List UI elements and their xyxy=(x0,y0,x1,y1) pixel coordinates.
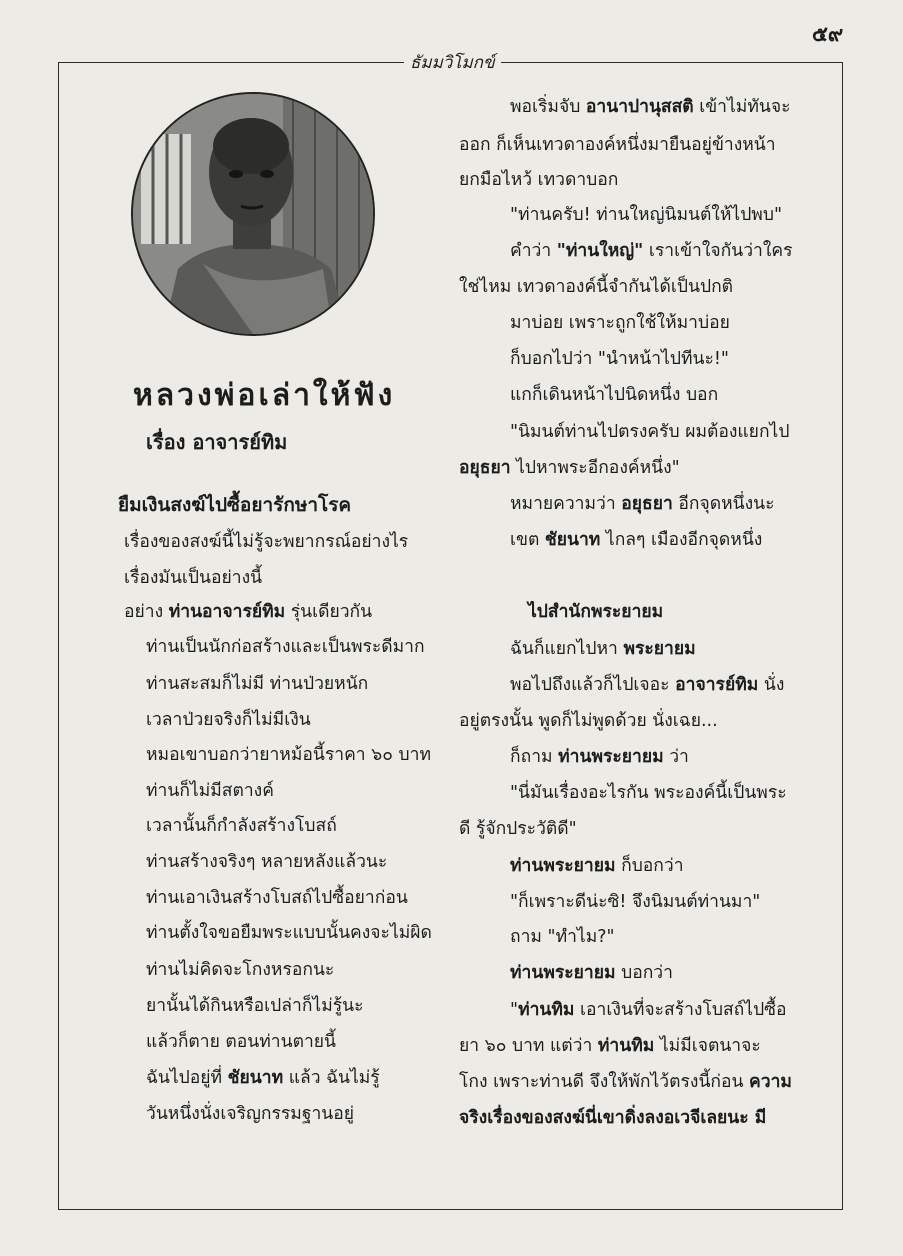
text-run: "นิมนต์ท่านไปตรงครับ ผมต้องแยกไป xyxy=(510,422,790,442)
text-run: ยกมือไหว้ เทวดาบอก xyxy=(459,170,619,190)
bold-term: ท่านพระยายม xyxy=(558,747,664,767)
text-run: "ท่านครับ! ท่านใหญ่นิมนต์ให้ไปพบ" xyxy=(510,205,782,225)
left-column-line xyxy=(124,597,372,625)
text-run: บอกว่า xyxy=(615,963,673,983)
bold-term: ชัยนาท xyxy=(227,1068,284,1088)
bold-term: ท่านอาจารย์ทิม xyxy=(168,602,286,622)
right-column-line xyxy=(459,453,680,481)
right-column-line xyxy=(510,958,673,986)
left-column-line xyxy=(124,527,408,555)
left-column-line xyxy=(146,1063,380,1091)
right-column-line xyxy=(510,887,760,915)
text-run: ยานั้นได้กินหรือเปล่าก็ไม่รู้นะ xyxy=(146,996,364,1016)
left-column-line xyxy=(146,1027,336,1055)
left-column-line xyxy=(124,563,262,591)
bold-term: ความ xyxy=(749,1072,792,1092)
bold-term: ท่านทิม xyxy=(518,1000,575,1020)
text-run: มาบ่อย เพราะถูกใช้ให้มาบ่อย xyxy=(510,313,730,333)
left-column-line xyxy=(146,847,387,875)
text-run: ไปหาพระอีกองค์หนึ่ง" xyxy=(510,458,680,478)
text-run: ไม่มีเจตนาจะ xyxy=(654,1036,761,1056)
right-column-line xyxy=(528,597,663,625)
bold-term: อยุธยา xyxy=(621,494,673,514)
text-run: ว่า xyxy=(663,747,689,767)
text-run: ก็บอกไปว่า "นำหน้าไปทีนะ!" xyxy=(510,349,729,369)
text-run: พอไปถึงแล้วก็ไปเจอะ xyxy=(510,675,676,695)
right-column-line xyxy=(459,1031,761,1059)
right-column-line xyxy=(510,308,730,336)
text-run: "นี่มันเรื่องอะไรกัน พระองค์นี้เป็นพระ xyxy=(510,783,787,803)
right-column-line xyxy=(510,236,793,264)
left-column-line xyxy=(146,632,425,660)
text-run: ถาม "ทำไม?" xyxy=(510,927,615,947)
text-run: ท่านไม่คิดจะโกงหรอกนะ xyxy=(146,960,335,980)
text-run: แล้วก็ตาย ตอนท่านตายนี้ xyxy=(146,1032,337,1052)
text-run: พอเริ่มจับ xyxy=(510,97,586,117)
bold-term: อาจารย์ทิม xyxy=(675,675,759,695)
subject-heading: เรื่อง อาจารย์ทิม xyxy=(146,430,288,454)
right-column-line xyxy=(510,417,789,445)
text-run: เอาเงินที่จะสร้างโบสถ์ไปซื้อ xyxy=(574,1000,787,1020)
left-column-line xyxy=(146,776,274,804)
text-run: ดี รู้จักประวัติดี" xyxy=(459,819,577,839)
left-column-line xyxy=(146,918,432,946)
text-run: ก็ถาม xyxy=(510,747,559,767)
bold-term: ท่านทิม xyxy=(597,1036,655,1056)
right-column-line xyxy=(510,344,729,372)
right-column-line xyxy=(510,995,787,1023)
right-column-line xyxy=(510,742,689,770)
right-column-line xyxy=(510,525,762,553)
text-run: รุ่นเดียวกัน xyxy=(285,602,373,622)
text-run: เขต xyxy=(510,530,545,550)
text-run: ท่านเป็นนักก่อสร้างและเป็นพระดีมาก xyxy=(146,637,425,657)
text-run: เรื่องของสงฆ์นี้ไม่รู้จะพยากรณ์อย่างไร xyxy=(124,532,409,552)
text-run: ฉันก็แยกไปหา xyxy=(510,639,624,659)
right-column-line xyxy=(510,922,615,950)
text-run: ท่านตั้งใจขอยืมพระแบบนั้นคงจะไม่ผิด xyxy=(146,923,432,943)
text-run: คำว่า xyxy=(510,241,557,261)
text-run: วันหนึ่งนั่งเจริญกรรมฐานอยู่ xyxy=(146,1104,355,1124)
text-run: หมอเขาบอกว่ายาหม้อนี้ราคา ๖๐ บาท xyxy=(146,745,431,765)
right-column-line xyxy=(510,380,718,408)
right-column-line xyxy=(459,814,577,842)
left-column-line xyxy=(146,669,368,697)
text-run: ท่านเอาเงินสร้างโบสถ์ไปซื้อยาก่อน xyxy=(146,888,408,908)
right-column-line xyxy=(459,1103,766,1131)
text-run: ท่านก็ไม่มีสตางค์ xyxy=(146,781,274,801)
text-run: หมายความว่า xyxy=(510,494,622,514)
text-run: ยา ๖๐ บาท แต่ว่า xyxy=(459,1036,598,1056)
text-run: นั่ง xyxy=(758,675,785,695)
left-column-line xyxy=(146,955,334,983)
text-run: ฉันไปอยู่ที่ xyxy=(146,1068,228,1088)
text-run: เวลานั้นก็กำลังสร้างโบสถ์ xyxy=(146,816,337,836)
running-header: ธัมมวิโมกข์ xyxy=(404,49,501,76)
left-column-line xyxy=(146,811,337,839)
right-column-line xyxy=(510,851,684,879)
text-run: ท่านสะสมก็ไม่มี ท่านป่วยหนัก xyxy=(146,674,369,694)
text-run: อยู่ตรงนั้น พูดก็ไม่พูดด้วย นั่งเฉย... xyxy=(459,711,718,731)
bold-term: "ท่านใหญ่" xyxy=(556,241,644,261)
text-run: "ก็เพราะดีน่ะซิ! จึงนิมนต์ท่านมา" xyxy=(510,892,761,912)
text-run: อย่าง xyxy=(124,602,169,622)
story-title: หลวงพ่อเล่าให้ฟัง xyxy=(133,378,396,413)
right-column-line xyxy=(510,200,782,228)
bold-term: ท่านพระยายม xyxy=(510,963,616,983)
monk-portrait-photo xyxy=(131,92,375,336)
text-run: เวลาป่วยจริงก็ไม่มีเงิน xyxy=(146,710,311,730)
right-column-line xyxy=(459,272,733,300)
text-run: เรื่องมันเป็นอย่างนี้ xyxy=(124,568,263,588)
text-run: แล้ว ฉันไม่รู้ xyxy=(283,1068,380,1088)
text-run: ท่านสร้างจริงๆ หลายหลังแล้วนะ xyxy=(146,852,388,872)
left-column-line xyxy=(146,740,431,768)
text-run: ไกลๆ เมืองอีกจุดหนึ่ง xyxy=(600,530,763,550)
bold-term: อยุธยา xyxy=(459,458,511,478)
text-run: " xyxy=(510,1000,519,1020)
text-run: อีกจุดหนึ่งนะ xyxy=(672,494,775,514)
text-run: แกก็เดินหน้าไปนิดหนึ่ง บอก xyxy=(510,385,719,405)
right-column-line xyxy=(459,130,776,158)
left-column-line xyxy=(146,883,408,911)
bold-term: ท่านพระยายม xyxy=(510,856,616,876)
left-column-line xyxy=(146,705,311,733)
right-column-line xyxy=(510,670,784,698)
right-column-line xyxy=(510,92,790,120)
right-column-line xyxy=(459,1067,792,1095)
bold-term: ชัยนาท xyxy=(544,530,601,550)
text-run: โกง เพราะท่านดี จึงให้พักไว้ตรงนี้ก่อน xyxy=(459,1072,750,1092)
right-column-line xyxy=(459,165,618,193)
right-column-line xyxy=(510,489,775,517)
left-column-line xyxy=(146,1099,354,1127)
right-column-line xyxy=(510,634,696,662)
text-run: ก็บอกว่า xyxy=(615,856,684,876)
right-column-line xyxy=(459,706,718,734)
text-run: ใช่ไหม เทวดาองค์นี้จำกันได้เป็นปกติ xyxy=(459,277,734,297)
page-number: ๕๙ xyxy=(812,22,844,46)
text-run: เข้าไม่ทันจะ xyxy=(693,97,791,117)
bold-term: ไปสำนักพระยายม xyxy=(528,602,664,622)
left-column-line xyxy=(146,991,364,1019)
right-column-line xyxy=(510,778,787,806)
text-run: เราเข้าใจกันว่าใคร xyxy=(643,241,793,261)
section-subheading: ยืมเงินสงฆ์ไปซื้อยารักษาโรค xyxy=(118,494,352,516)
bold-term: พระยายม xyxy=(623,639,696,659)
bold-term: อานาปานุสสติ xyxy=(585,97,694,117)
text-run: ออก ก็เห็นเทวดาองค์หนึ่งมายืนอยู่ข้างหน้า xyxy=(459,135,776,155)
bold-term: จริงเรื่องของสงฆ์นี่เขาดิ่งลงอเวจีเลยนะ มี xyxy=(459,1108,767,1128)
